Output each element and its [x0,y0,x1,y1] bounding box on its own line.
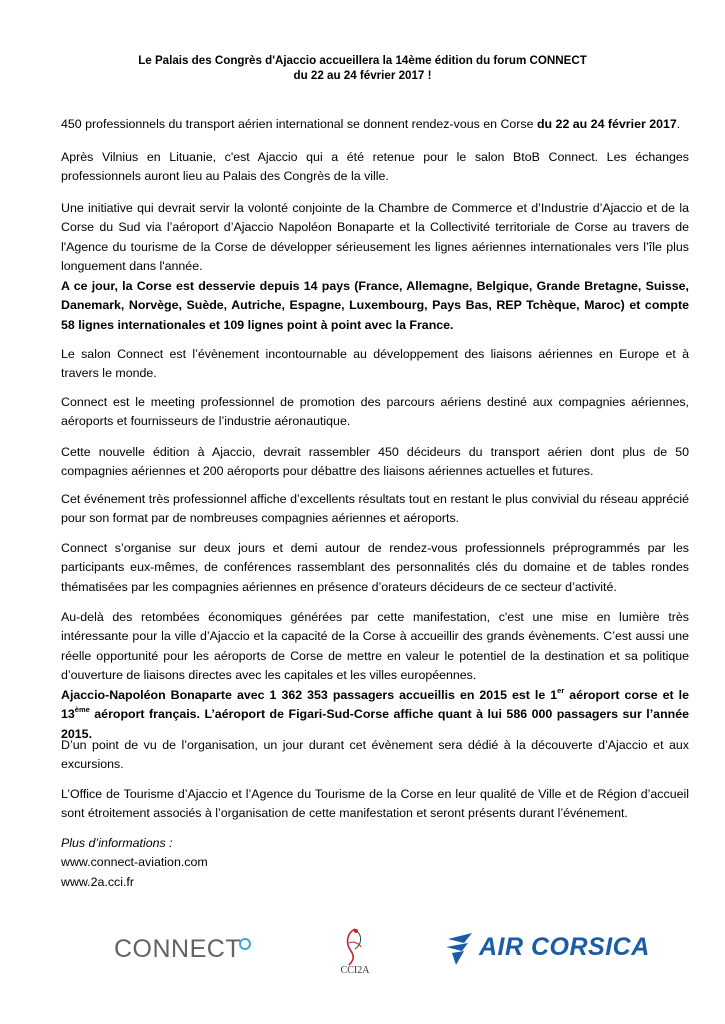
paragraph-destinations: A ce jour, la Corse est desservie depuis 14 pays (France, Allemagne, Belgique, Grande Bretagne, Suisse, Danemark, Norvège, Suède, Autriche, Espagne, Luxembourg, Pays Bas, REP Tchèque, Maroc) et compte 58 lignes internationales et 109 lignes point à point avec la France. [61,279,689,332]
superscript-eme: ème [74,705,90,715]
paragraph-vilnius: Après Vilnius en Lituanie, c'est Ajaccio qui a été retenue pour le salon BtoB Connect. Les échanges professionnels auront lieu au Palais des Congrès de la ville. [61,150,689,184]
paragraph-organisation: Connect s’organise sur deux jours et demi autour de rendez-vous professionnels préprogrammés par les participants eux-mêmes, de conférences rassemblant des personnalités clés du domaine et de tables rondes thématisées par les compagnies aériennes en présence d’orateurs décideurs de ce secteur d’activité. [61,541,689,594]
logos-row [0,925,725,995]
paragraph-retombees: Au-delà des retombées économiques générées par cette manifestation, c'est une mise en lumière très intéressante pour la ville d’Ajaccio et la capacité de la Corse à accueillir des grands évènements. C’est aussi une réelle opportunité pour les aéroports de Corse de mettre en valeur le potentiel de la destination et sa politique d’ouverture de liaisons directes avec les capitales et les villes européennes. [61,610,689,683]
paragraph-initiative: Une initiative qui devrait servir la volonté conjointe de la Chambre de Commerce et d’Industrie d’Ajaccio et de la Corse du Sud via l’aéroport d’Ajaccio Napoléon Bonaparte et la Collectivité territoriale de Corse au travers de l'Agence du tourisme de la Corse de développer sérieusement les lignes aériennes internationales vers l’île plus longuement dans l'année. [61,201,689,274]
connect-logo-ring-icon [239,938,251,950]
air-corsica-logo [442,929,682,969]
connect-logo [114,935,254,975]
airport-stats-text-c: aéroport français. L’aéroport de Figari-Sud-Corse affiche quant à lui 586 000 passagers sur l’année 2015. [61,707,689,741]
air-corsica-logo-text: AIR CORSICA [479,933,650,961]
airport-stats-text-a: Ajaccio-Napoléon Bonaparte avec 1 362 353 passagers accueillis en 2015 est le 1 [61,688,558,702]
airport-stats-text-b: aéroport corse et le 13 [61,688,689,722]
document-title-line2: du 22 au 24 février 2017 ! [293,69,432,82]
intro-end: . [676,117,681,131]
paragraph-excursions: D’un point de vu de l’organisation, un jour durant cet évènement sera dédié à la découverte d’Ajaccio et aux excursions. [61,738,689,772]
connect-logo-text: CONNECT [114,935,242,963]
intro-dates: du 22 au 24 février 2017 [536,117,677,131]
more-info-label: Plus d’informations : [61,836,173,850]
more-info-block [61,834,689,892]
cci-logo [335,925,375,985]
superscript-er: er [557,685,565,695]
paragraph-meeting: Connect est le meeting professionnel de promotion des parcours aériens destiné aux compagnies aériennes, aéroports et fournisseurs de l’industrie aéronautique. [61,395,689,429]
intro-text: 450 professionnels du transport aérien international se donnent rendez-vous en Corse [61,117,537,131]
cci-logo-text: CCI2A [340,965,370,976]
paragraph-edition: Cette nouvelle édition à Ajaccio, devrait rassembler 450 décideurs du transport aérien dont plus de 50 compagnies aériennes et 200 aéroports pour débattre des liaisons aériennes actuelles et futures. [61,445,689,479]
paragraph-office-tourisme: L’Office de Tourisme d’Ajaccio et l’Agence du Tourisme de la Corse en leur qualité de Ville et de Région d’accueil sont étroitement associés à l’organisation de cette manifestation et seront présents durant l’événement. [61,787,689,821]
link-cci[interactable]: www.2a.cci.fr [61,874,134,889]
paragraph-intro [61,115,689,134]
document-title-line1: Le Palais des Congrès d'Ajaccio accueillera la 14ème édition du forum CONNECT [138,54,587,67]
air-corsica-wing-icon [442,929,482,969]
paragraph-salon: Le salon Connect est l’évènement incontournable au développement des liaisons aériennes en Europe et à travers le monde. [61,347,689,381]
paragraph-event: Cet événement très professionnel affiche d’excellents résultats tout en restant le plus convivial du réseau apprécié pour son format par de nombreuses compagnies aériennes et aéroports. [61,492,689,526]
link-connect-aviation[interactable]: www.connect-aviation.com [61,855,208,870]
cci-emblem-icon [335,925,375,967]
